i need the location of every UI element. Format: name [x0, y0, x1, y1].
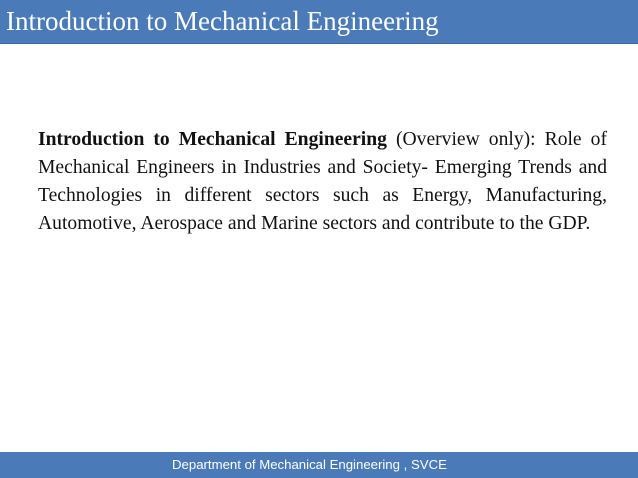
slide-body [38, 126, 607, 238]
slide-title: Introduction to Mechanical Engineering [6, 6, 439, 36]
footer-text: Department of Mechanical Engineering , SVCE [172, 457, 447, 472]
title-bar [0, 0, 638, 44]
body-lead: Introduction to Mechanical Engineering [38, 129, 387, 150]
footer-bar [0, 452, 638, 478]
body-rest: (Overview only): Role of Mechanical Engineers in Industries and Society- Emerging Trends and Technologies in different sectors such as Energy, Manufacturing, Automotive, Aerospace and Marine sectors and contribute to the GDP. [38, 129, 607, 234]
